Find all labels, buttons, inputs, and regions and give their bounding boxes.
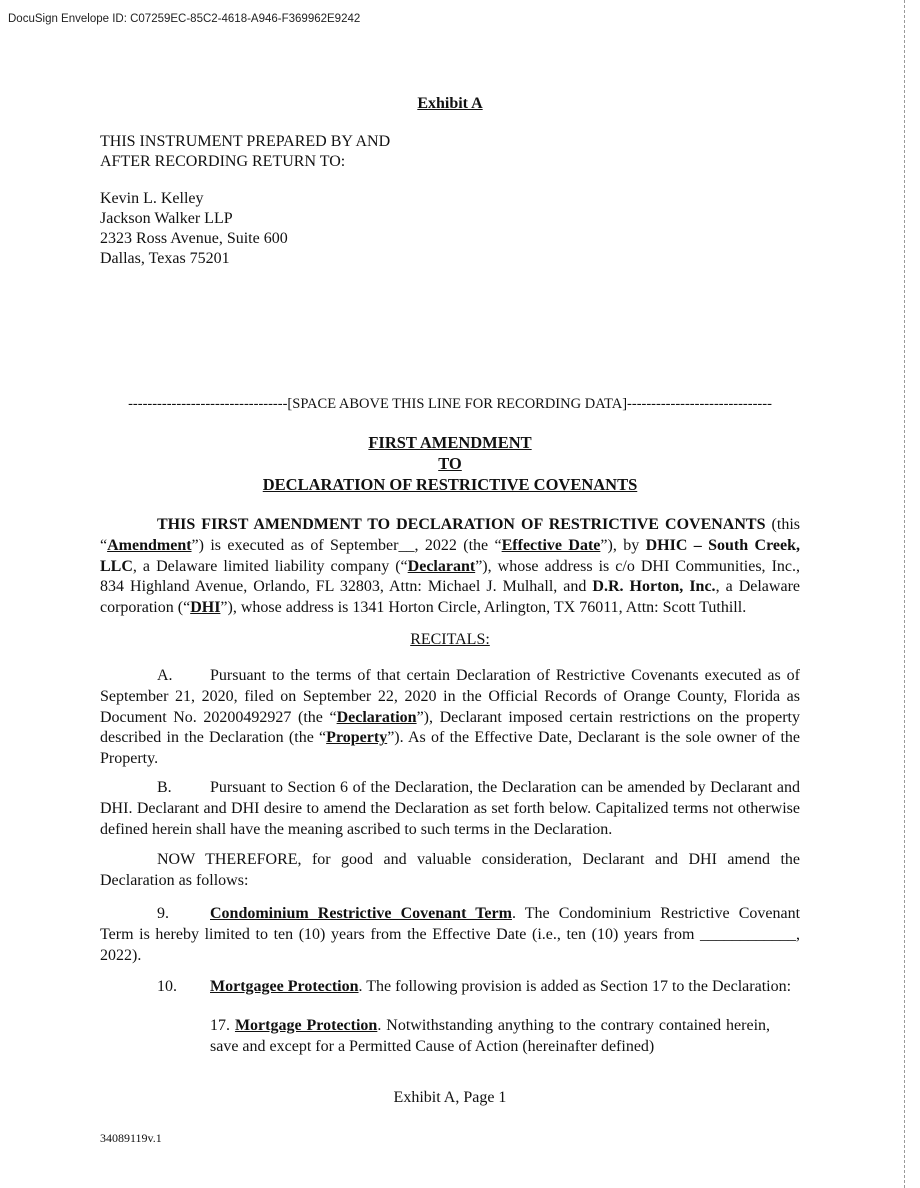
now-therefore-paragraph: [100, 850, 800, 892]
text-run: ”). As of the Effective Date, Declarant is the sole owner of the Property.: [100, 729, 800, 768]
recording-divider: ---------------------------------[SPACE ABOVE THIS LINE FOR RECORDING DATA]------------------------------: [128, 396, 772, 412]
text-run: . The following provision is added as Section 17 to the Declaration:: [358, 978, 792, 995]
defined-term: Amendment: [107, 536, 192, 554]
text-run: (this “: [100, 516, 800, 554]
section-9: [100, 904, 800, 966]
defined-term: Property: [326, 729, 388, 747]
text-run: , a Delaware corporation (“: [100, 578, 800, 617]
prepared-by: [100, 132, 390, 172]
bold-text: THIS FIRST AMENDMENT TO DECLARATION OF RESTRICTIVE COVENANTS: [157, 516, 766, 533]
address-line: 2323 Ross Avenue, Suite 600: [100, 230, 288, 247]
scan-edge: [904, 0, 905, 1188]
defined-term: Effective Date: [501, 536, 601, 554]
address-line: Dallas, Texas 75201: [100, 250, 230, 267]
return-address: [100, 189, 288, 269]
text-run: ”), by: [600, 536, 646, 554]
section-label: 9.: [157, 905, 169, 922]
footer-page-label: Exhibit A, Page 1: [393, 1089, 507, 1106]
text-run: Pursuant to Section 6 of the Declaration, the Declaration can be amended by Declarant and DHI. Declarant and DHI desire to amend the Declaration as set forth below. Capitalized terms not otherwise defined herein shall have the meaning ascribed to such terms in the Declaration.: [100, 779, 800, 838]
section-10: [100, 977, 800, 998]
intro-paragraph: [100, 515, 800, 619]
prepared-by-line: THIS INSTRUMENT PREPARED BY AND: [100, 133, 391, 150]
text-run: 17.: [210, 1017, 235, 1034]
text-run: ”), whose address is 1341 Horton Circle, Arlington, TX 76011, Attn: Scott Tuthill.: [220, 599, 747, 617]
text-run: ”) is executed as of September__, 2022 (the “: [191, 536, 502, 554]
exhibit-title: Exhibit A: [417, 95, 483, 112]
section-17: [210, 1016, 770, 1058]
document-title: [100, 432, 800, 495]
bold-text: D.R. Horton, Inc.: [592, 578, 716, 596]
envelope-id: DocuSign Envelope ID: C07259EC-85C2-4618-A946-F369962E9242: [8, 13, 361, 25]
recital-a: [100, 666, 800, 770]
address-line: Jackson Walker LLP: [100, 210, 233, 227]
title-line: FIRST AMENDMENT: [368, 433, 532, 452]
defined-term: DHI: [190, 599, 221, 617]
defined-term: Mortgagee Protection: [210, 978, 359, 995]
bold-text: DHIC – South Creek, LLC: [100, 536, 801, 575]
text-run: NOW THEREFORE, for good and valuable consideration, Declarant and DHI amend the Declaration as follows:: [100, 851, 800, 889]
text-run: Pursuant to the terms of that certain Declaration of Restrictive Covenants executed as of September 21, 2020, filed on September 22, 2020 in the Official Records of Orange County, Florida as Document No. 20200492927 (the “: [100, 667, 800, 726]
defined-term: Condominium Restrictive Covenant Term: [210, 905, 512, 922]
address-line: Kevin L. Kelley: [100, 190, 204, 207]
recital-label: B.: [157, 779, 172, 796]
text-run: ”), Declarant imposed certain restrictions on the property described in the Declaration (the “: [100, 708, 800, 747]
text-run: , a Delaware limited liability company (“: [132, 557, 408, 575]
title-line: DECLARATION OF RESTRICTIVE COVENANTS: [262, 475, 638, 494]
recitals-heading: RECITALS:: [410, 631, 490, 648]
defined-term: Declaration: [336, 708, 417, 726]
text-run: ”), whose address is c/o DHI Communities, Inc., 834 Highland Avenue, Orlando, FL 32803, Attn: Michael J. Mulhall, and: [100, 557, 800, 596]
recital-label: A.: [157, 667, 173, 684]
footer-doc-number: 34089119v.1: [100, 1131, 162, 1145]
prepared-by-line: AFTER RECORDING RETURN TO:: [100, 153, 346, 170]
title-line: TO: [438, 454, 462, 473]
section-label: 10.: [157, 978, 177, 995]
text-run: . Notwithstanding anything to the contrary contained herein, save and except for a Permitted Cause of Action (hereinafter defined): [210, 1017, 771, 1055]
text-run: . The Condominium Restrictive Covenant Term is hereby limited to ten (10) years from the Effective Date (i.e., ten (10) years from ____________, 2022).: [100, 905, 801, 964]
defined-term: Mortgage Protection: [234, 1017, 378, 1034]
recital-b: [100, 778, 800, 840]
defined-term: Declarant: [407, 557, 476, 575]
